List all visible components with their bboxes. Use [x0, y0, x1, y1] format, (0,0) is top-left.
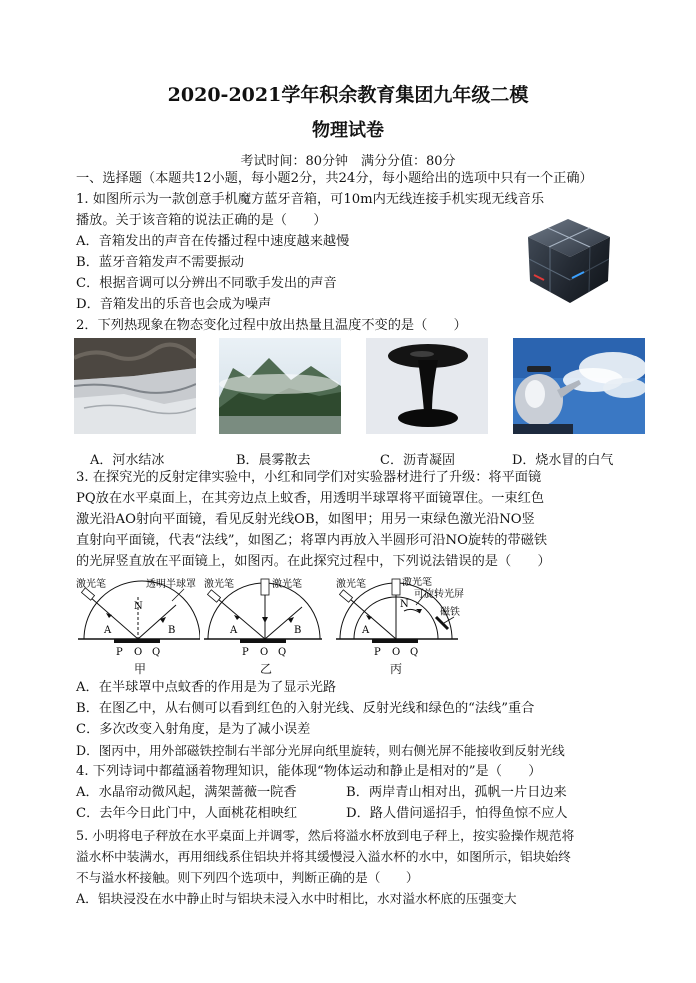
speaker-cube-image [520, 215, 616, 307]
q5-option-a: A．铝块浸没在水中静止时与铝块未浸入水中时相比，水对溢水杯底的压强变大 [76, 891, 517, 906]
q3-option-c: C．多次改变入射角度，是为了减小误差 [76, 722, 311, 737]
q3-line5: 的光屏竖直放在平面镜上，如图丙。在此探究过程中，下列说法错误的是（ ） [76, 554, 551, 569]
a-label-jia: A [104, 625, 112, 636]
q1-option-a: A．音箱发出的声音在传播过程中速度越来越慢 [76, 234, 350, 249]
q3-line4: 直射向平面镜，代表“法线”，如图乙；将罩内再放入半圆形可沿NO旋转的带磁铁 [76, 533, 548, 548]
q5-line1: 5. 小明将电子秤放在水平桌面上并调零，然后将溢水杯放到电子秤上，按实验操作规范将 [76, 828, 575, 843]
o-label-jia: O [134, 647, 143, 658]
q4-option-b: B．两岸青山相对出，孤帆一片日边来 [346, 785, 567, 800]
q3-option-b: B．在图乙中，从右侧可以看到红色的入射光线、反射光线和绿色的“法线”重合 [76, 701, 535, 716]
n-label-jia: N [134, 601, 143, 612]
morning-fog-image [219, 338, 341, 434]
frozen-river-image [74, 338, 196, 434]
p-label-bing: P [374, 647, 381, 658]
asphalt-solidify-image [366, 338, 488, 434]
a-label-yi: A [230, 625, 238, 636]
q1-option-c: C．根据音调可以分辨出不同歌手发出的声音 [76, 276, 337, 291]
q5-line2: 溢水杯中装满水，再用细线系住铝块并将其缓慢浸入溢水杯的水中，如图所示，铝块始终 [76, 849, 571, 864]
kettle-steam-image [513, 338, 645, 434]
q2-line1: 2．下列热现象在物态变化过程中放出热量且温度不变的是（ ） [76, 318, 467, 333]
q5-line3: 不与溢水杯接触。则下列四个选项中，判断正确的是（ ） [76, 870, 419, 885]
q2-caption-c: C．沥青凝固 [380, 453, 455, 468]
q3-line1: 3. 在探究光的反射定律实验中，小红和同学们对实验器材进行了升级：将平面镜 [76, 470, 542, 485]
diagram-label-bing: 丙 [390, 662, 403, 676]
b-label-jia: B [168, 625, 176, 636]
diagram-bing [336, 577, 466, 663]
q4-line1: 4. 下列诗词中都蕴涵着物理知识，能体现“物体运动和静止是相对的”是（ ） [76, 764, 542, 779]
laser-label-yi-top: 激光笔 [272, 579, 302, 590]
diagram-label-yi: 乙 [260, 662, 273, 676]
laser-label-bing-top: 激光笔 [402, 577, 432, 588]
q3-line2: PQ放在水平桌面上，在其旁边点上蚊香，用透明半球罩将平面镜罩住。一束红色 [76, 491, 545, 506]
q1-line1: 1. 如图所示为一款创意手机魔方蓝牙音箱，可10m内无线连接手机实现无线音乐 [76, 192, 545, 207]
q2-caption-b: B．晨雾散去 [236, 453, 311, 468]
q-label-jia: Q [152, 647, 161, 658]
p-label-yi: P [242, 647, 249, 658]
p-label-jia: P [116, 647, 123, 658]
diagram-jia [76, 577, 200, 663]
dome-label-jia: 透明半球罩 [146, 579, 196, 590]
b-label-yi: B [294, 625, 302, 636]
laser-label-jia: 激光笔 [76, 579, 106, 590]
q2-caption-d: D．烧水冒的白气 [512, 453, 614, 468]
q3-option-a: A．在半球罩中点蚊香的作用是为了显示光路 [76, 680, 337, 695]
n-label-bing: N [400, 599, 409, 610]
q1-option-b: B．蓝牙音箱发声不需要振动 [76, 255, 244, 270]
section-heading: 一、选择题（本题共12小题，每小题2分，共24分，每小题给出的选项中只有一个正确） [76, 171, 593, 186]
exam-meta: 考试时间：80分钟 满分分值：80分 [240, 154, 456, 169]
q4-option-c: C．去年今日此门中，人面桃花相映红 [76, 806, 298, 821]
magnet-label-bing: 磁铁 [440, 607, 460, 618]
laser-label-yi-left: 激光笔 [204, 579, 234, 590]
q2-caption-a: A．河水结冰 [90, 453, 165, 468]
diagram-label-jia: 甲 [134, 662, 147, 676]
q1-line2: 播放。关于该音箱的说法正确的是（ ） [76, 213, 327, 228]
o-label-bing: O [392, 647, 401, 658]
q1-option-d: D．音箱发出的乐音也会成为噪声 [76, 297, 272, 312]
a-label-bing: A [362, 625, 370, 636]
laser-label-bing-left: 激光笔 [336, 579, 366, 590]
q4-option-a: A．水晶帘动微风起，满架蔷薇一院香 [76, 785, 297, 800]
screen-label-bing: 可旋转光屏 [414, 589, 464, 600]
q4-option-d: D．路人借问遥招手，怕得鱼惊不应人 [346, 806, 568, 821]
diagram-yi [204, 577, 322, 663]
q3-line3: 激光沿AO射向平面镜，看见反射光线OB，如图甲；用另一束绿色激光沿NO竖 [76, 512, 535, 527]
q-label-bing: Q [410, 647, 419, 658]
exam-title: 2020-2021学年积余教育集团九年级二模 [167, 84, 529, 106]
exam-subtitle: 物理试卷 [312, 120, 384, 141]
o-label-yi: O [260, 647, 269, 658]
q-label-yi: Q [278, 647, 287, 658]
q3-option-d: D．图丙中，用外部磁铁控制右半部分光屏向纸里旋转，则右侧光屏不能接收到反射光线 [76, 743, 565, 758]
